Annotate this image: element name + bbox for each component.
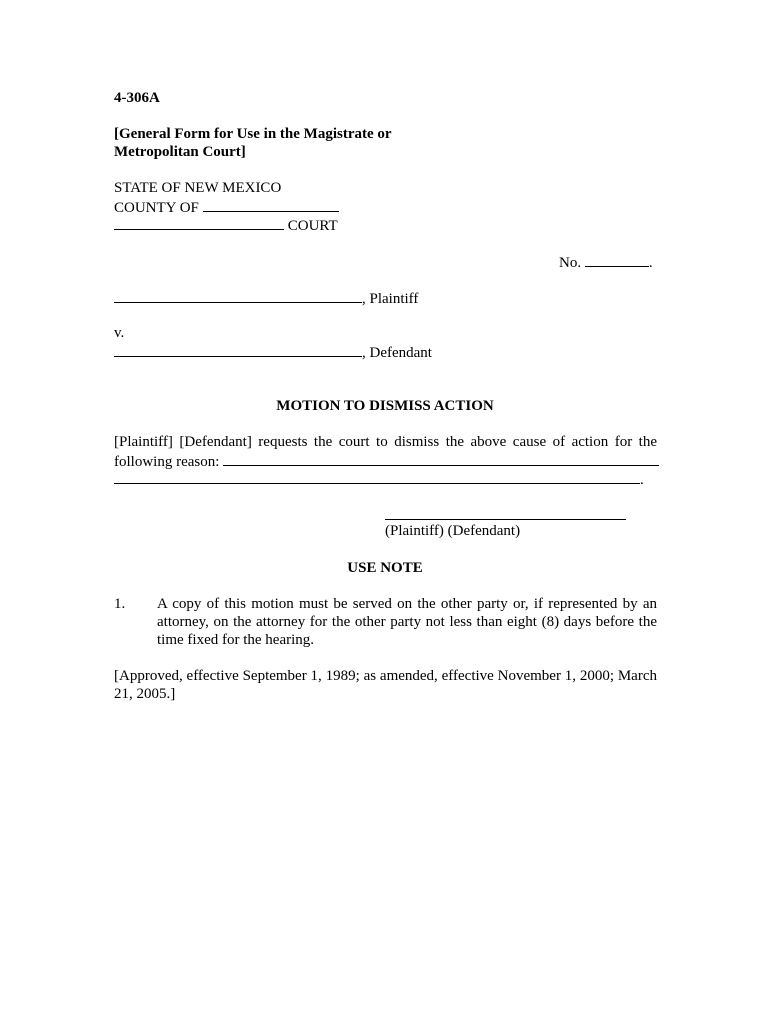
motion-title: MOTION TO DISMISS ACTION xyxy=(276,398,494,414)
county-line xyxy=(114,197,339,217)
form-heading-line2: Metropolitan Court] xyxy=(114,144,246,160)
reason-line2: . xyxy=(114,469,644,489)
signature-line[interactable] xyxy=(385,519,626,520)
signature-label: (Plaintiff) (Defendant) xyxy=(385,523,521,539)
county-label: COUNTY OF xyxy=(114,200,199,216)
court-name-blank[interactable] xyxy=(114,215,284,230)
motion-text-line2 xyxy=(114,451,659,471)
versus: v. xyxy=(114,325,125,341)
note-text: A copy of this motion must be served on the other party or, if represented by an attorney, on the attorney for the other party not less than eight (8) days before the time fixed for the hearing. xyxy=(157,596,657,648)
reason-blank-2[interactable] xyxy=(114,469,640,484)
plaintiff-label: , Plaintiff xyxy=(362,291,419,307)
form-heading-line1: [General Form for Use in the Magistrate or xyxy=(114,126,392,142)
defendant-name-blank[interactable] xyxy=(114,342,362,357)
defendant-line xyxy=(114,342,432,362)
rule-number: 4-306A xyxy=(114,90,160,106)
court-line xyxy=(114,215,338,235)
plaintiff-line xyxy=(114,288,418,308)
plaintiff-name-blank[interactable] xyxy=(114,288,362,303)
county-blank[interactable] xyxy=(203,197,339,212)
defendant-label: , Defendant xyxy=(362,345,432,361)
case-number-label: No. xyxy=(559,255,582,271)
note-number: 1. xyxy=(114,596,126,612)
state-caption: STATE OF NEW MEXICO xyxy=(114,180,282,196)
reason-label: following reason: xyxy=(114,454,220,470)
case-number-line: No. . xyxy=(559,252,653,272)
approval-text: [Approved, effective September 1, 1989; as amended, effective November 1, 2000; March 21, 2005.] xyxy=(114,668,657,702)
reason-blank-1[interactable] xyxy=(223,451,659,466)
court-label: COURT xyxy=(287,218,338,234)
use-note-title: USE NOTE xyxy=(347,560,423,576)
case-number-blank[interactable] xyxy=(585,252,649,267)
motion-text-line1: [Plaintiff] [Defendant] requests the court to dismiss the above cause of action for the xyxy=(114,434,657,450)
